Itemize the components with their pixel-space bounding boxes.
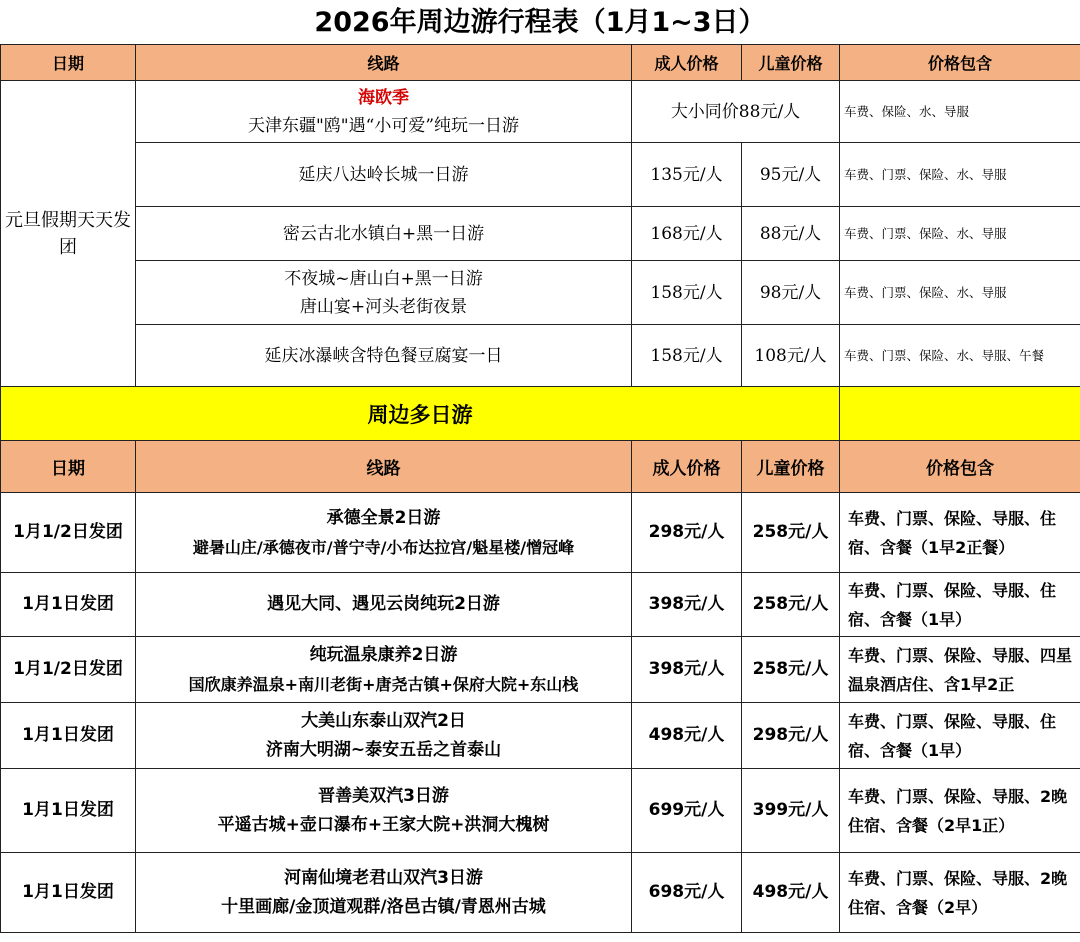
route-cell xyxy=(136,261,632,325)
includes-cell: 车费、门票、保险、导服、2晚住宿、含餐（2早） xyxy=(840,853,1080,933)
header-date: 日期 xyxy=(1,441,136,493)
route-line-1: 河南仙境老君山双汽3日游 xyxy=(284,867,483,888)
adult-price-cell: 168元/人 xyxy=(632,207,742,261)
route-cell: 延庆冰瀑峡含特色餐豆腐宴一日 xyxy=(136,325,632,387)
route-cell xyxy=(136,81,632,143)
child-price-cell: 98元/人 xyxy=(742,261,840,325)
route-line-1: 大美山东泰山双汽2日 xyxy=(301,710,466,731)
includes-cell: 车费、门票、保险、导服、2晚住宿、含餐（2早1正） xyxy=(840,769,1080,853)
table-row xyxy=(1,853,1080,933)
table-row xyxy=(1,261,1080,325)
route-cell xyxy=(136,769,632,853)
child-price-cell: 399元/人 xyxy=(742,769,840,853)
route-line-2: 平遥古城+壶口瀑布+王家大院+洪洞大槐树 xyxy=(217,814,550,835)
page-title: 2026年周边游行程表（1月1~3日） xyxy=(314,7,766,38)
route-line-2: 避暑山庄/承德夜市/普宁寺/小布达拉宫/魁星楼/憎冠峰 xyxy=(192,537,575,557)
includes-cell: 车费、门票、保险、水、导服、午餐 xyxy=(840,325,1080,387)
table-row xyxy=(1,493,1080,573)
route-name: 天津东疆"鸥"遇“小可爱”纯玩一日游 xyxy=(247,115,520,136)
child-price-cell: 258元/人 xyxy=(742,573,840,637)
route-line-2: 国欣康养温泉+南川老街+唐尧古镇+保府大院+东山栈 xyxy=(188,674,579,694)
table-row xyxy=(1,769,1080,853)
header-date: 日期 xyxy=(1,45,136,81)
route-line-1: 不夜城~唐山白+黑一日游 xyxy=(284,268,483,289)
route-cell: 密云古北水镇白+黑一日游 xyxy=(136,207,632,261)
route-cell xyxy=(136,853,632,933)
child-price-cell: 298元/人 xyxy=(742,703,840,769)
includes-cell: 车费、门票、保险、导服、住宿、含餐（1早） xyxy=(840,573,1080,637)
route-cell xyxy=(136,493,632,573)
includes-cell: 车费、门票、保险、水、导服 xyxy=(840,143,1080,207)
adult-price-cell: 158元/人 xyxy=(632,325,742,387)
table-row xyxy=(1,143,1080,207)
date-cell: 1月1日发团 xyxy=(1,703,136,769)
includes-cell: 车费、门票、保险、水、导服 xyxy=(840,207,1080,261)
adult-price-cell: 699元/人 xyxy=(632,769,742,853)
header-includes: 价格包含 xyxy=(840,45,1080,81)
table-row xyxy=(1,637,1080,703)
date-cell: 1月1/2日发团 xyxy=(1,637,136,703)
section-banner-blank xyxy=(840,387,1080,441)
date-group-cell xyxy=(1,81,136,387)
adult-price-cell: 498元/人 xyxy=(632,703,742,769)
header-row-1 xyxy=(1,45,1080,81)
adult-price-cell: 698元/人 xyxy=(632,853,742,933)
adult-price-cell: 298元/人 xyxy=(632,493,742,573)
child-price-cell: 95元/人 xyxy=(742,143,840,207)
date-cell: 1月1日发团 xyxy=(1,573,136,637)
includes-cell: 车费、门票、保险、水、导服 xyxy=(840,261,1080,325)
adult-price-cell: 158元/人 xyxy=(632,261,742,325)
route-cell: 延庆八达岭长城一日游 xyxy=(136,143,632,207)
includes-cell: 车费、保险、水、导服 xyxy=(840,81,1080,143)
table-row xyxy=(1,703,1080,769)
date-cell: 1月1日发团 xyxy=(1,769,136,853)
route-cell xyxy=(136,637,632,703)
header-route: 线路 xyxy=(136,45,632,81)
child-price-cell: 258元/人 xyxy=(742,637,840,703)
route-line-2: 十里画廊/金顶道观群/洛邑古镇/青恩州古城 xyxy=(221,896,546,917)
table-row xyxy=(1,325,1080,387)
header-includes: 价格包含 xyxy=(840,441,1080,493)
route-line-1: 晋善美双汽3日游 xyxy=(318,785,449,806)
header-adult-price: 成人价格 xyxy=(632,45,742,81)
child-price-cell: 108元/人 xyxy=(742,325,840,387)
section-banner-row xyxy=(1,387,1080,441)
header-child-price: 儿童价格 xyxy=(742,45,840,81)
child-price-cell: 88元/人 xyxy=(742,207,840,261)
route-line-2: 济南大明湖~泰安五岳之首泰山 xyxy=(265,739,502,760)
route-line-1: 承德全景2日游 xyxy=(326,507,441,528)
child-price-cell: 258元/人 xyxy=(742,493,840,573)
includes-cell: 车费、门票、保险、导服、四星温泉酒店住、含1早2正 xyxy=(840,637,1080,703)
table-row xyxy=(1,207,1080,261)
route-cell xyxy=(136,703,632,769)
table-row xyxy=(1,573,1080,637)
date-cell: 1月1/2日发团 xyxy=(1,493,136,573)
header-row-2 xyxy=(1,441,1080,493)
includes-cell: 车费、门票、保险、导服、住宿、含餐（1早） xyxy=(840,703,1080,769)
route-line-1: 纯玩温泉康养2日游 xyxy=(309,644,458,665)
date-cell: 1月1日发团 xyxy=(1,853,136,933)
section-banner: 周边多日游 xyxy=(1,387,840,441)
route-line-2: 唐山宴+河头老街夜景 xyxy=(299,296,468,317)
route-cell: 遇见大同、遇见云岗纯玩2日游 xyxy=(136,573,632,637)
table-row xyxy=(1,81,1080,143)
includes-cell: 车费、门票、保险、导服、住宿、含餐（1早2正餐） xyxy=(840,493,1080,573)
itinerary-table xyxy=(0,44,1080,933)
child-price-cell: 498元/人 xyxy=(742,853,840,933)
header-route: 线路 xyxy=(136,441,632,493)
adult-price-cell: 398元/人 xyxy=(632,637,742,703)
adult-price-cell: 398元/人 xyxy=(632,573,742,637)
price-combined-cell: 大小同价88元/人 xyxy=(632,81,840,143)
adult-price-cell: 135元/人 xyxy=(632,143,742,207)
route-tag: 海欧季 xyxy=(358,87,409,108)
header-child-price: 儿童价格 xyxy=(742,441,840,493)
date-group-label: 元旦假期天天发团 xyxy=(5,209,131,258)
header-adult-price: 成人价格 xyxy=(632,441,742,493)
